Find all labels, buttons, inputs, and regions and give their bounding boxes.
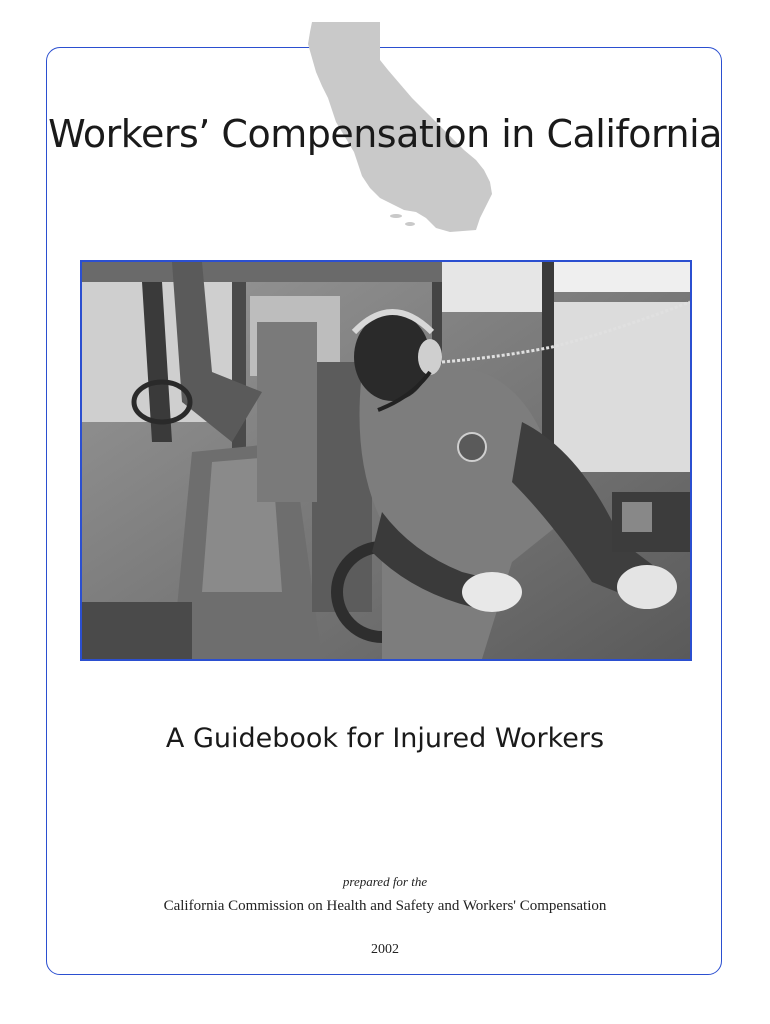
firefighter-photo: [82, 262, 690, 659]
cover-title: Workers’ Compensation in California: [48, 112, 722, 156]
prepared-for-text: prepared for the: [342, 874, 428, 889]
cover-photo: [80, 260, 692, 661]
cover-subtitle: A Guidebook for Injured Workers: [165, 723, 605, 754]
publication-year: 2002: [371, 942, 399, 957]
organization-name: California Commission on Health and Safety and Workers' Compensation: [163, 898, 607, 914]
